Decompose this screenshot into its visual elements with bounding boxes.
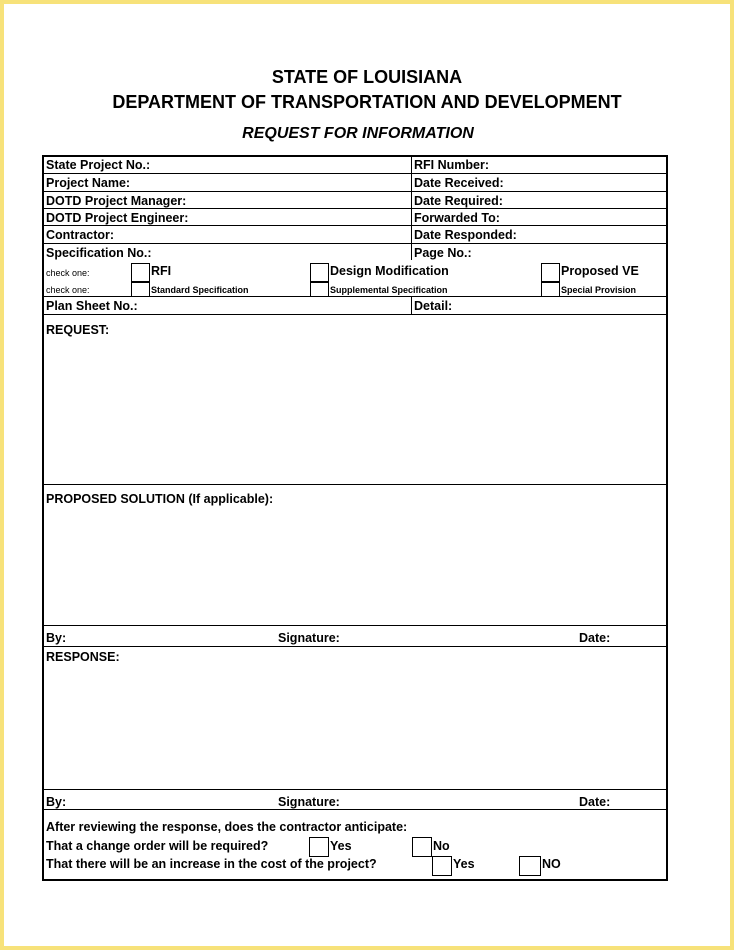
cost-increase-yes-label: Yes bbox=[453, 857, 475, 871]
standard-specification-label: Standard Specification bbox=[151, 285, 249, 295]
department-title: DEPARTMENT OF TRANSPORTATION AND DEVELOPMENT bbox=[112, 92, 622, 112]
state-title: STATE OF LOUISIANA bbox=[271, 67, 463, 87]
special-provision-checkbox[interactable] bbox=[541, 282, 560, 297]
dotd-project-engineer-label: DOTD Project Engineer: bbox=[46, 211, 189, 225]
date-received-label: Date Received: bbox=[414, 176, 504, 190]
signature-label-1: Signature: bbox=[278, 631, 340, 645]
detail-label: Detail: bbox=[414, 299, 453, 313]
dotd-project-manager-label: DOTD Project Manager: bbox=[46, 194, 187, 208]
proposed-solution-heading: PROPOSED SOLUTION (If applicable): bbox=[46, 492, 274, 506]
project-name-label: Project Name: bbox=[46, 176, 131, 190]
cost-increase-yes-checkbox[interactable] bbox=[432, 856, 452, 876]
by-label-1: By: bbox=[46, 631, 67, 645]
rfi-form bbox=[42, 155, 668, 881]
change-order-no-label: No bbox=[433, 839, 450, 853]
check-one-label-1: check one: bbox=[46, 268, 90, 278]
cost-increase-no-label: NO bbox=[542, 857, 561, 871]
request-heading: REQUEST: bbox=[46, 323, 110, 337]
cost-increase-no-checkbox[interactable] bbox=[519, 856, 541, 876]
change-order-yes-checkbox[interactable] bbox=[309, 837, 329, 857]
change-order-no-checkbox[interactable] bbox=[412, 837, 432, 857]
contractor-label: Contractor: bbox=[46, 228, 115, 242]
form-page bbox=[4, 4, 730, 946]
cost-increase-question: That there will be an increase in the cost of the project? bbox=[46, 857, 377, 871]
forwarded-to-label: Forwarded To: bbox=[414, 211, 500, 225]
date-label-2: Date: bbox=[579, 795, 611, 809]
plan-sheet-no-label: Plan Sheet No.: bbox=[46, 299, 138, 313]
design-modification-checkbox[interactable] bbox=[310, 263, 329, 282]
date-required-label: Date Required: bbox=[414, 194, 503, 208]
proposed-ve-checkbox[interactable] bbox=[541, 263, 560, 282]
special-provision-label: Special Provision bbox=[561, 285, 637, 295]
check-one-label-2: check one: bbox=[46, 285, 90, 295]
standard-specification-checkbox[interactable] bbox=[131, 282, 150, 297]
rfi-option-label: RFI bbox=[151, 264, 172, 278]
request-field[interactable] bbox=[45, 340, 665, 482]
supplemental-specification-label: Supplemental Specification bbox=[330, 285, 448, 295]
form-title: REQUEST FOR INFORMATION bbox=[242, 125, 474, 142]
response-field[interactable] bbox=[45, 668, 665, 786]
date-label-1: Date: bbox=[579, 631, 611, 645]
proposed-ve-label: Proposed VE bbox=[561, 264, 639, 278]
response-heading: RESPONSE: bbox=[46, 650, 120, 664]
change-order-question: That a change order will be required? bbox=[46, 839, 269, 853]
state-project-no-label: State Project No.: bbox=[46, 158, 151, 172]
anticipate-question: After reviewing the response, does the contractor anticipate: bbox=[46, 820, 408, 834]
proposed-solution-field[interactable] bbox=[45, 510, 665, 622]
date-responded-label: Date Responded: bbox=[414, 228, 517, 242]
by-label-2: By: bbox=[46, 795, 67, 809]
specification-no-label: Specification No.: bbox=[46, 246, 152, 260]
supplemental-specification-checkbox[interactable] bbox=[310, 282, 329, 297]
design-modification-label: Design Modification bbox=[330, 264, 449, 278]
signature-label-2: Signature: bbox=[278, 795, 340, 809]
rfi-number-label: RFI Number: bbox=[414, 158, 489, 172]
change-order-yes-label: Yes bbox=[330, 839, 352, 853]
rfi-checkbox[interactable] bbox=[131, 263, 150, 282]
page-no-label: Page No.: bbox=[414, 246, 472, 260]
